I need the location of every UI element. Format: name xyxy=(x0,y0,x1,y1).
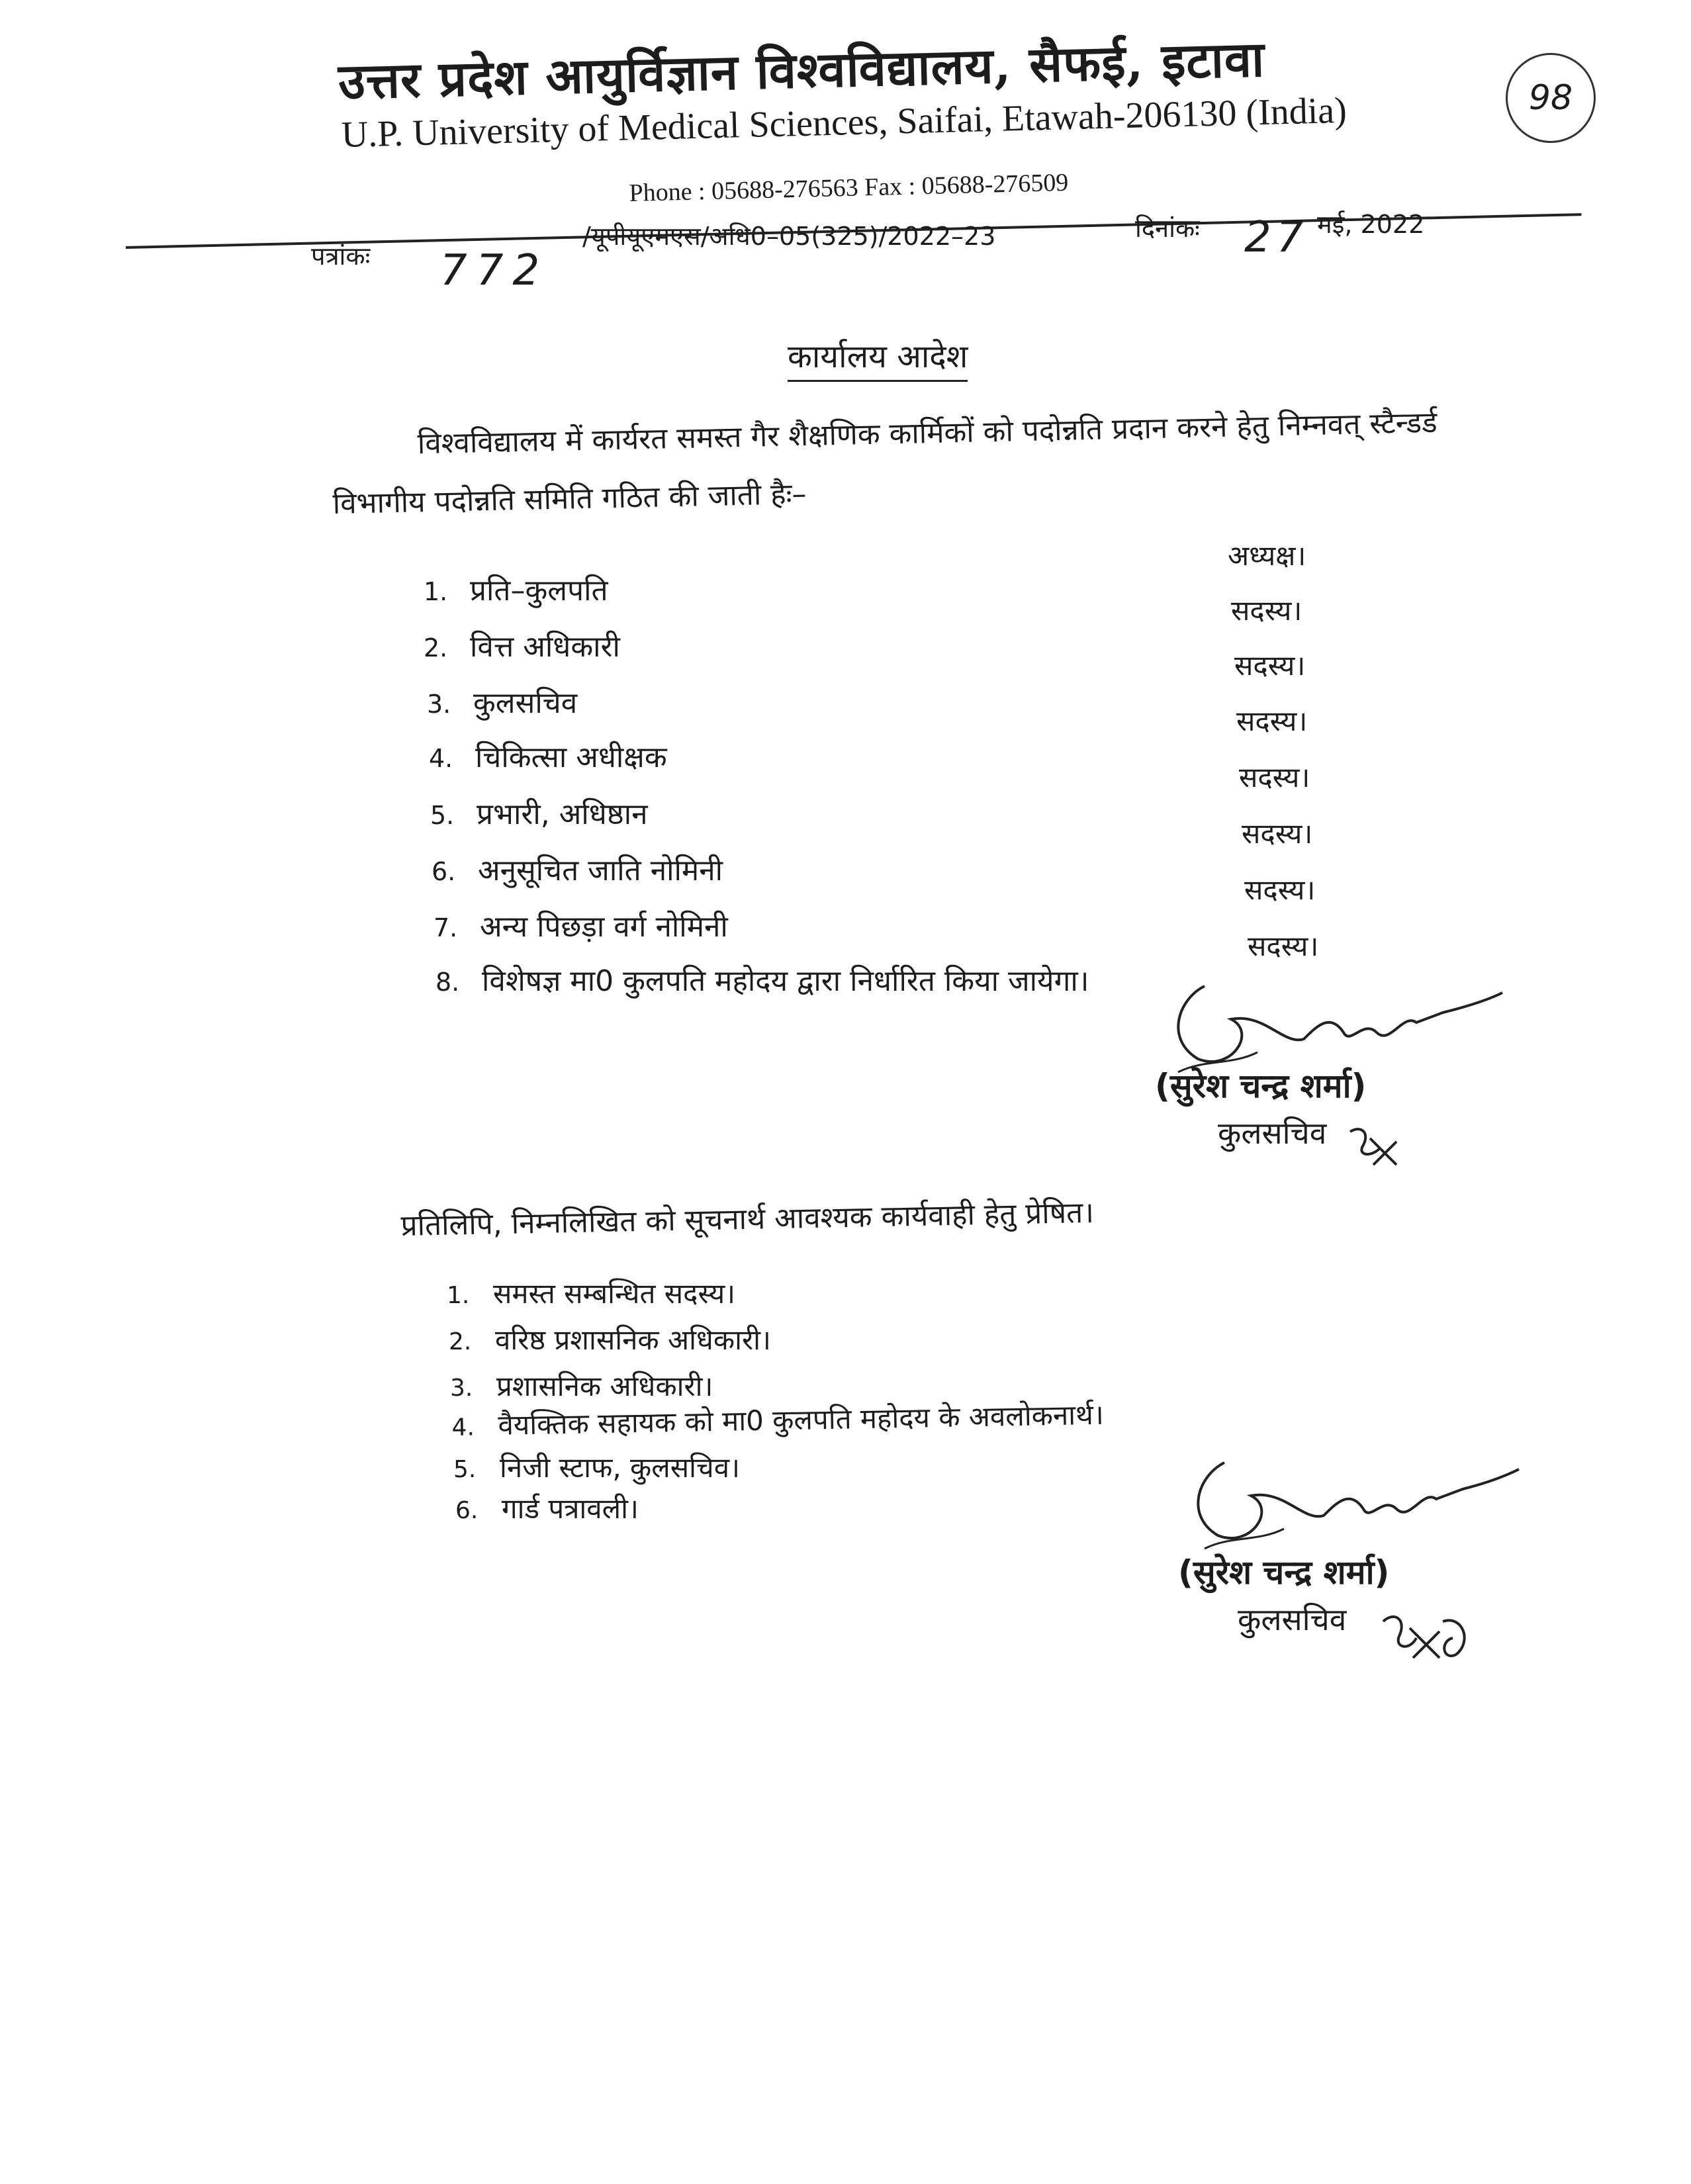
reference-label: पत्रांकः xyxy=(311,242,371,271)
date-month-year: मई, 2022 xyxy=(1317,210,1425,239)
member-role: सदस्य। xyxy=(1244,874,1316,906)
member-item: 8. विशेषज्ञ मा0 कुलपति महोदय द्वारा निर्धारित किया जायेगा। xyxy=(435,964,1089,998)
member-role: सदस्य। xyxy=(1242,817,1313,850)
initial-mark xyxy=(1344,1118,1403,1171)
copy-item: 1. समस्त सम्बन्धित सदस्य। xyxy=(447,1277,736,1310)
signatory-name: (सुरेश चन्द्र शर्मा) xyxy=(1178,1553,1390,1592)
date-label: दिनांकः xyxy=(1135,214,1200,243)
order-paragraph: विश्वविद्यालय में कार्यरत समस्त गैर शैक्षणिक कार्मिकों को पदोन्नति प्रदान करने हेतु निम्नवत् स्टैन्डर्ड विभागीय पदोन्नति समिति गठित की जाती हैः– xyxy=(332,406,1438,521)
signatory-designation: कुलसचिव xyxy=(1218,1115,1327,1151)
member-role: अध्यक्ष। xyxy=(1228,539,1306,572)
member-item: 2. वित्त अधिकारी xyxy=(424,630,620,664)
reference-code: /यूपीयूएमएस/अधि0–05(325)/2022–23 xyxy=(582,222,996,251)
copy-item: 5. निजी स्टाफ, कुलसचिव। xyxy=(453,1451,740,1484)
date-day: 27 xyxy=(1244,213,1309,262)
member-role: सदस्य। xyxy=(1234,649,1306,682)
copy-intro: प्रतिलिपि, निम्नलिखित को सूचनार्थ आवश्यक कार्यवाही हेतु प्रेषित। xyxy=(400,1195,1095,1243)
university-hindi-title: उत्तर प्रदेश आयुर्विज्ञान विश्वविद्यालय, सैफई, इटावा xyxy=(338,30,1266,111)
member-item: 5. प्रभारी, अधिष्ठान xyxy=(430,797,648,831)
signatory-designation: कुलसचिव xyxy=(1238,1602,1347,1637)
member-item: 6. अनुसूचित जाति नोमिनी xyxy=(432,854,723,887)
member-item: 4. चिकित्सा अधीक्षक xyxy=(429,741,667,774)
member-role: सदस्य। xyxy=(1231,594,1303,627)
member-item: 1. प्रति–कुलपति xyxy=(424,574,608,608)
reference-number: 772 xyxy=(440,246,549,295)
copy-item: 3. प्रशासनिक अधिकारी। xyxy=(450,1370,713,1402)
copy-item: 2. वरिष्ठ प्रशासनिक अधिकारी। xyxy=(449,1324,771,1356)
office-order-heading: कार्यालय आदेश xyxy=(788,334,968,382)
member-item: 3. कुलसचिव xyxy=(427,686,578,720)
signatory-name: (सुरेश चन्द्र शर्मा) xyxy=(1155,1067,1367,1105)
university-english-title: U.P. University of Medical Sciences, Saifai, Etawah-206130 (India) xyxy=(341,89,1348,156)
page-number-circle: 98 xyxy=(1506,53,1596,143)
copy-item: 4. वैयक्तिक सहायक को मा0 कुलपति महोदय के अवलोकनार्थ। xyxy=(451,1398,1105,1441)
member-role: सदस्य। xyxy=(1236,705,1308,737)
member-role: सदस्य। xyxy=(1239,761,1310,794)
copy-item: 6. गार्ड पत्रावली। xyxy=(455,1492,639,1525)
phone-fax-line: Phone : 05688-276563 Fax : 05688-276509 xyxy=(629,168,1069,207)
member-item: 7. अन्य पिछड़ा वर्ग नोमिनी xyxy=(434,910,728,944)
member-role: सदस्य। xyxy=(1248,930,1319,962)
initial-mark xyxy=(1377,1602,1476,1668)
